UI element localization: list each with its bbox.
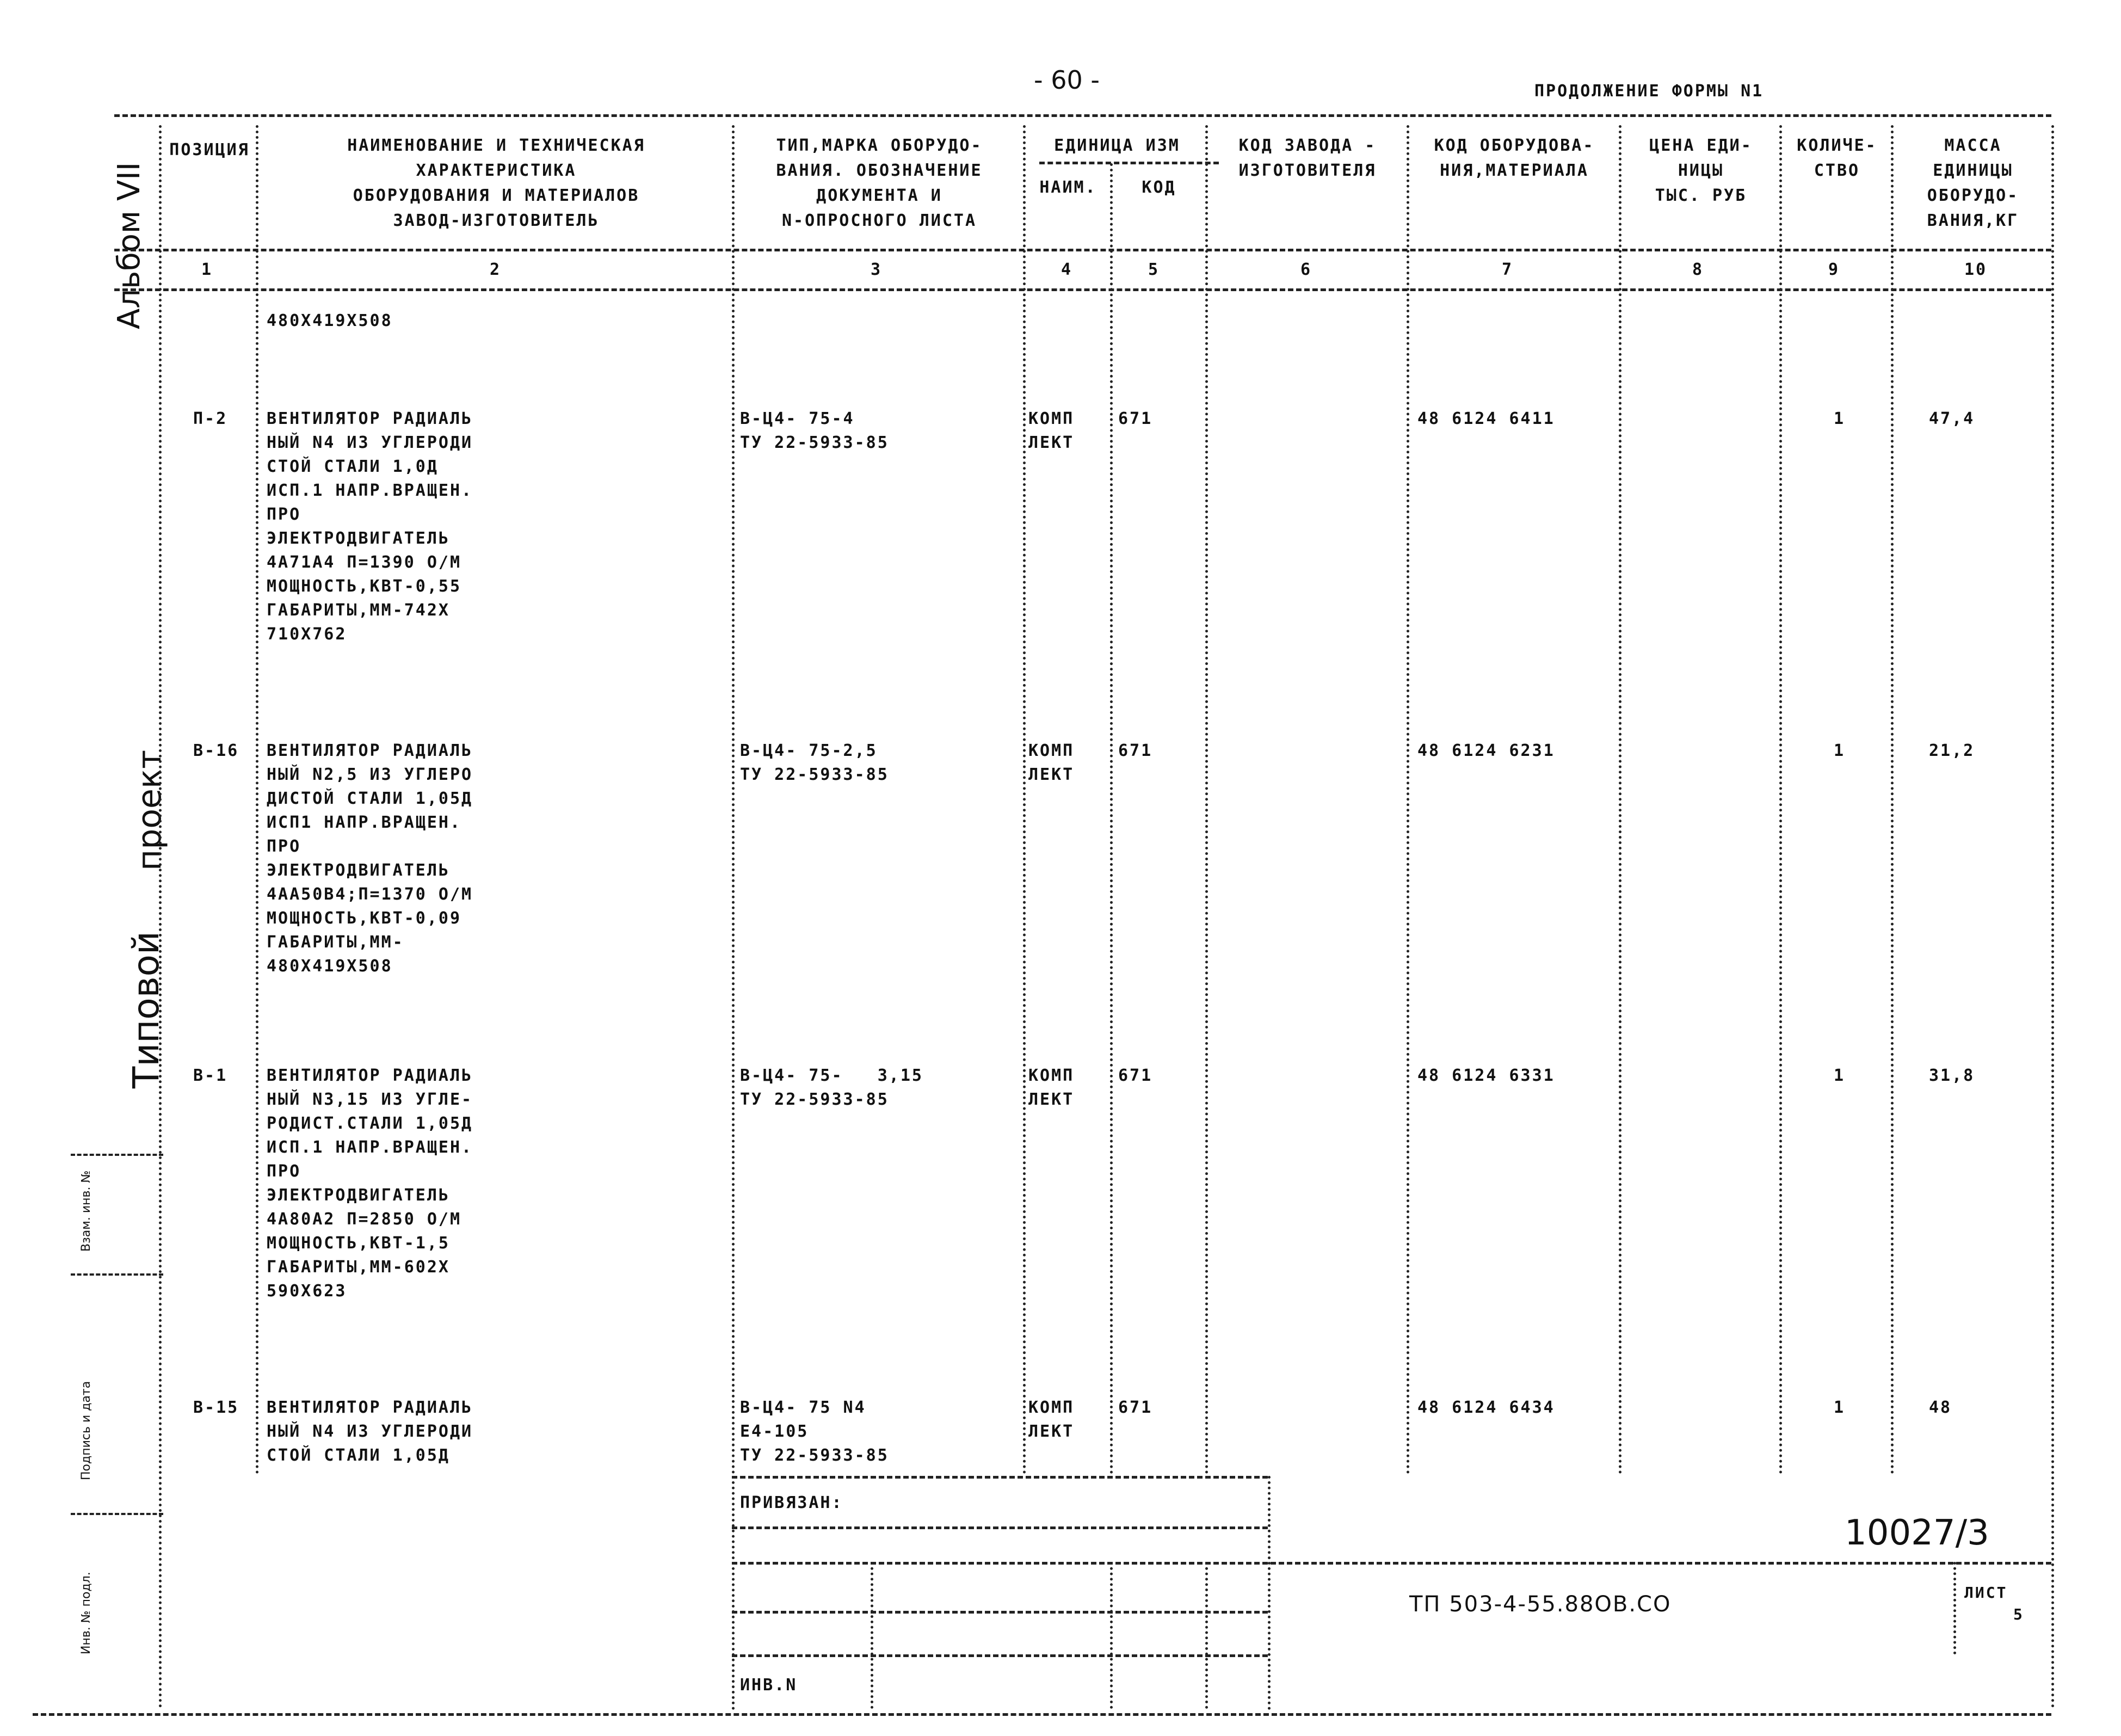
- row-quantity: 1: [1834, 409, 1846, 428]
- carryover-dimensions: 480X419X508: [267, 311, 393, 330]
- column-divider: [256, 125, 258, 1475]
- row-equipment-code: 48 6124 6231: [1417, 741, 1555, 760]
- header-equipment-code: КОД ОБОРУДОВА- НИЯ,МАТЕРИАЛА: [1434, 136, 1595, 180]
- row-equipment-code: 48 6124 6434: [1417, 1398, 1555, 1417]
- table-right-border: [2051, 125, 2054, 1709]
- unit-subheader-rule: [1039, 162, 1219, 164]
- header-unit-name: НАИМ.: [1039, 178, 1097, 197]
- side-project-label: проект: [131, 749, 169, 871]
- side-stamp-divider: [71, 1513, 163, 1515]
- column-divider: [1110, 163, 1113, 1475]
- sheet-label: ЛИСТ: [1964, 1584, 2008, 1602]
- row-type: В-Ц4- 75-4 ТУ 22-5933-85: [740, 409, 889, 452]
- signature-number: 10027/3: [1845, 1513, 1989, 1553]
- row-unit-code: 671: [1118, 1398, 1153, 1417]
- footer-rule: [732, 1526, 1268, 1529]
- column-number: 3: [871, 260, 883, 279]
- row-unit-code: 671: [1118, 1066, 1153, 1085]
- sheet-number: 5: [2013, 1605, 2024, 1623]
- footer-rule: [732, 1654, 1268, 1657]
- row-quantity: 1: [1834, 741, 1846, 760]
- header-factory-code: КОД ЗАВОДА - ИЗГОТОВИТЕЛЯ: [1238, 136, 1377, 180]
- row-type: В-Ц4- 75-2,5 ТУ 22-5933-85: [740, 741, 889, 784]
- row-quantity: 1: [1834, 1398, 1846, 1417]
- form-continuation-label: ПРОДОЛЖЕНИЕ ФОРМЫ N1: [1534, 82, 1764, 101]
- column-number: 2: [490, 260, 502, 279]
- column-number: 9: [1828, 260, 1840, 279]
- row-position: В-16: [193, 741, 239, 760]
- column-divider: [1023, 125, 1026, 1475]
- header-price: ЦЕНА ЕДИ- НИЦЫ ТЫС. РУБ: [1649, 136, 1753, 205]
- column-number: 1: [201, 260, 213, 279]
- column-divider: [1407, 125, 1409, 1475]
- row-mass: 21,2: [1929, 741, 1975, 760]
- row-unit-code: 671: [1118, 409, 1153, 428]
- footer-divider: [732, 1476, 735, 1710]
- column-divider: [732, 125, 735, 1475]
- table-header-rule: [114, 249, 2051, 251]
- page-number: - 60 -: [1034, 65, 1100, 95]
- row-position: П-2: [193, 409, 228, 428]
- row-position: В-15: [193, 1398, 239, 1417]
- column-number: 10: [1964, 260, 1988, 279]
- column-number: 4: [1061, 260, 1073, 279]
- header-unit: ЕДИНИЦА ИЗМ: [1054, 136, 1180, 155]
- row-equipment-code: 48 6124 6411: [1417, 409, 1555, 428]
- side-album-label: Альбом VII: [112, 162, 147, 329]
- row-unit-code: 671: [1118, 741, 1153, 760]
- header-mass: МАССА ЕДИНИЦЫ ОБОРУДО- ВАНИЯ,КГ: [1927, 136, 2019, 230]
- row-quantity: 1: [1834, 1066, 1846, 1085]
- binding-label: ПРИВЯЗАН:: [740, 1493, 843, 1512]
- footer-divider: [1205, 1562, 1208, 1709]
- table-top-rule: [114, 114, 2051, 117]
- row-mass: 47,4: [1929, 409, 1975, 428]
- row-position: В-1: [193, 1066, 228, 1085]
- column-divider: [1619, 125, 1621, 1475]
- row-type: В-Ц4- 75- 3,15 ТУ 22-5933-85: [740, 1066, 923, 1109]
- header-unit-code: КОД: [1142, 178, 1176, 197]
- table-left-border: [159, 125, 162, 1709]
- row-equipment-code: 48 6124 6331: [1417, 1066, 1555, 1085]
- row-name: ВЕНТИЛЯТОР РАДИАЛЬ НЫЙ N4 ИЗ УГЛЕРОДИ СТОЙ СТАЛИ 1,0Д ИСП.1 НАПР.ВРАЩЕН. ПРО ЭЛЕКТРОДВИГАТЕЛЬ 4А71А4 П=1390 О/М МОЩНОСТЬ,КВТ-0,55 ГАБАРИТЫ,ММ-742Х 710Х762: [267, 409, 473, 644]
- side-sign-date-label: Подпись и дата: [79, 1381, 93, 1480]
- header-quantity: КОЛИЧЕ- СТВО: [1797, 136, 1877, 180]
- footer-rule: [732, 1562, 2051, 1565]
- row-type: В-Ц4- 75 N4 Е4-105 ТУ 22-5933-85: [740, 1398, 889, 1465]
- side-typical-label: Типовой: [125, 931, 167, 1088]
- row-unit: КОМП ЛЕКТ: [1028, 741, 1075, 784]
- column-divider: [1779, 125, 1782, 1475]
- header-position: ПОЗИЦИЯ: [169, 140, 250, 159]
- footer-divider: [1110, 1562, 1113, 1709]
- header-type: ТИП,МАРКА ОБОРУДО- ВАНИЯ. ОБОЗНАЧЕНИЕ ДОКУМЕНТА И N-ОПРОСНОГО ЛИСТА: [776, 136, 983, 230]
- column-number: 6: [1300, 260, 1312, 279]
- footer-divider: [1953, 1562, 1956, 1654]
- footer-divider: [871, 1562, 873, 1709]
- column-number: 8: [1692, 260, 1704, 279]
- column-divider: [1891, 125, 1894, 1475]
- row-unit: КОМП ЛЕКТ: [1028, 1066, 1075, 1109]
- column-number: 5: [1148, 260, 1160, 279]
- row-unit: КОМП ЛЕКТ: [1028, 409, 1075, 452]
- inventory-label: ИНВ.N: [740, 1676, 798, 1695]
- row-unit: КОМП ЛЕКТ: [1028, 1398, 1075, 1441]
- row-name: ВЕНТИЛЯТОР РАДИАЛЬ НЫЙ N3,15 ИЗ УГЛЕ- РОДИСТ.СТАЛИ 1,05Д ИСП.1 НАПР.ВРАЩЕН. ПРО ЭЛЕКТРОДВИГАТЕЛЬ 4А80А2 П=2850 О/М МОЩНОСТЬ,КВТ-1,5 ГАБАРИТЫ,ММ-602Х 590Х623: [267, 1066, 473, 1301]
- document-code: ТП 503-4-55.88ОВ.СО: [1409, 1592, 1672, 1617]
- table-colnum-rule: [114, 288, 2051, 291]
- row-mass: 48: [1929, 1398, 1952, 1417]
- column-divider: [1205, 125, 1208, 1475]
- column-number: 7: [1502, 260, 1514, 279]
- row-mass: 31,8: [1929, 1066, 1975, 1085]
- table-bottom-rule: [33, 1713, 2051, 1716]
- side-inv-original-label: Инв. № подл.: [79, 1572, 93, 1654]
- footer-divider: [1268, 1476, 1271, 1710]
- header-name: НАИМЕНОВАНИЕ И ТЕХНИЧЕСКАЯ ХАРАКТЕРИСТИКА ОБОРУДОВАНИЯ И МАТЕРИАЛОВ ЗАВОД-ИЗГОТОВИТЕЛЬ: [347, 136, 645, 230]
- footer-rule: [732, 1611, 1268, 1614]
- footer-rule: [732, 1476, 1268, 1479]
- row-name: ВЕНТИЛЯТОР РАДИАЛЬ НЫЙ N2,5 ИЗ УГЛЕРО ДИСТОЙ СТАЛИ 1,05Д ИСП1 НАПР.ВРАЩЕН. ПРО ЭЛЕКТРОДВИГАТЕЛЬ 4АА50В4;П=1370 О/М МОЩНОСТЬ,КВТ-0,09 ГАБАРИТЫ,ММ- 480Х419Х508: [267, 741, 473, 976]
- side-stamp-divider: [71, 1154, 163, 1156]
- row-name: ВЕНТИЛЯТОР РАДИАЛЬ НЫЙ N4 ИЗ УГЛЕРОДИ СТОЙ СТАЛИ 1,05Д: [267, 1398, 473, 1465]
- side-replace-inv-label: Взам. инв. №: [79, 1170, 93, 1252]
- side-stamp-divider: [71, 1273, 163, 1276]
